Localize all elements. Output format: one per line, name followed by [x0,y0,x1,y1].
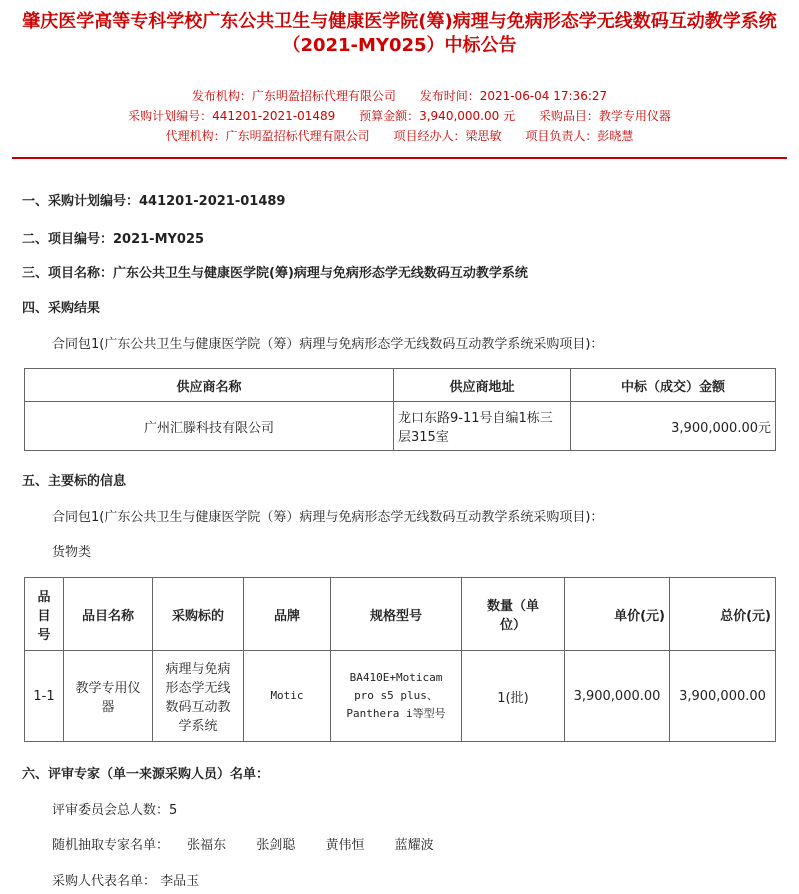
section-experts-heading: 六、评审专家（单一来源采购人员）名单： [22,767,270,782]
item-name-l2: 器 [101,700,115,715]
col-item-name: 品目名称 [64,578,153,651]
meta-row-2 [0,106,799,126]
target-l4: 学系统 [178,719,218,734]
col-unit-price: 单价(元) [565,578,670,651]
cell-brand: Motic [244,651,331,742]
cell-unit-price: 3,900,000.00 [565,651,670,742]
meta-manager: 项目经办人：梁思敏 [393,129,502,143]
section-project-name: 三、项目名称：广东公共卫生与健康医学院(筹)病理与免病形态学无线数码互动教学系统 [22,266,528,281]
address-line-2: 层315室 [398,430,449,445]
goods-package-text: 合同包1(广东公共卫生与健康医学院（筹）病理与免病形态学无线数码互动教学系统采购项目)： [52,510,604,525]
col-target: 采购标的 [153,578,244,651]
meta-publish-time: 发布时间：2021-06-04 17:36:27 [419,89,608,103]
experts-total: 评审委员会总人数：5 [52,803,178,818]
col-total-price: 总价(元) [670,578,776,651]
page-title [0,10,799,58]
col-item-no-l3: 号 [37,627,51,643]
cell-total-price: 3,900,000.00 [670,651,776,742]
col-quantity-l1: 数量（单 [486,599,539,614]
col-item-no [25,578,64,651]
col-brand: 品牌 [244,578,331,651]
goods-type-label: 货物类 [52,545,92,560]
target-l1: 病理与免病 [165,662,231,677]
meta-plan-no: 采购计划编号：441201-2021-01489 [128,109,336,123]
cell-address [394,402,571,451]
header-divider [12,157,787,159]
title-line-1: 肇庆医学高等专科学校广东公共卫生与健康医学院(筹)病理与免病形态学无线数码互动教学系统 [22,11,777,32]
title-line-2: （2021-MY025）中标公告 [282,35,517,56]
meta-row-3 [0,126,799,146]
col-award-amount: 中标（成交）金额 [571,369,776,402]
meta-agency: 代理机构：广东明盈招标代理有限公司 [165,129,370,143]
model-l1: BA410E+Moticam [349,671,443,684]
col-model: 规格型号 [331,578,462,651]
model-l2: pro s5 plus、 [354,689,438,702]
cell-item-name [64,651,153,742]
cell-supplier: 广州汇滕科技有限公司 [25,402,394,451]
col-supplier-address: 供应商地址 [394,369,571,402]
result-package-text: 合同包1(广东公共卫生与健康医学院（筹）病理与免病形态学无线数码互动教学系统采购项目)： [52,337,604,352]
table-row [25,402,776,451]
experts-random-list [52,834,460,853]
cell-quantity: 1(批) [462,651,565,742]
meta-row-1 [0,86,799,106]
address-line-1: 龙口东路9-11号自编1栋三 [398,411,553,426]
cell-target [153,651,244,742]
section-goods-heading: 五、主要标的信息 [22,474,127,489]
purchaser-representative: 采购人代表名单： 李品玉 [52,874,200,889]
section-plan-no: 一、采购计划编号：441201-2021-01489 [22,194,286,209]
item-name-l1: 教学专用仪 [75,681,141,696]
expert-name: 蓝耀波 [394,838,434,853]
model-l3: Panthera i等型号 [346,707,446,720]
result-table [24,368,776,451]
table-row [25,651,776,742]
meta-budget: 预算金额：3,940,000.00 元 [359,109,516,123]
meta-block [0,86,799,146]
expert-name: 张福东 [187,838,227,853]
col-quantity [462,578,565,651]
col-supplier-name: 供应商名称 [25,369,394,402]
expert-name: 张剑聪 [256,838,296,853]
goods-table-header [25,578,776,651]
cell-amount: 3,900,000.00元 [571,402,776,451]
goods-table [24,577,776,742]
target-l2: 形态学无线 [165,681,231,696]
meta-category: 采购品目：教学专用仪器 [538,109,671,123]
meta-publisher: 发布机构：广东明盈招标代理有限公司 [191,89,396,103]
experts-random-label: 随机抽取专家名单： [52,838,170,853]
col-quantity-l2: 位） [499,618,526,633]
target-l3: 数码互动教 [165,700,231,715]
meta-leader: 项目负责人：彭晓慧 [525,129,634,143]
section-result-heading: 四、采购结果 [22,301,101,316]
col-item-no-l2: 目 [37,608,51,624]
expert-name: 黄伟恒 [325,838,365,853]
cell-model [331,651,462,742]
section-project-no: 二、项目编号：2021-MY025 [22,232,205,247]
result-table-header [25,369,776,402]
col-item-no-l1: 品 [37,589,51,605]
cell-item-no: 1-1 [25,651,64,742]
